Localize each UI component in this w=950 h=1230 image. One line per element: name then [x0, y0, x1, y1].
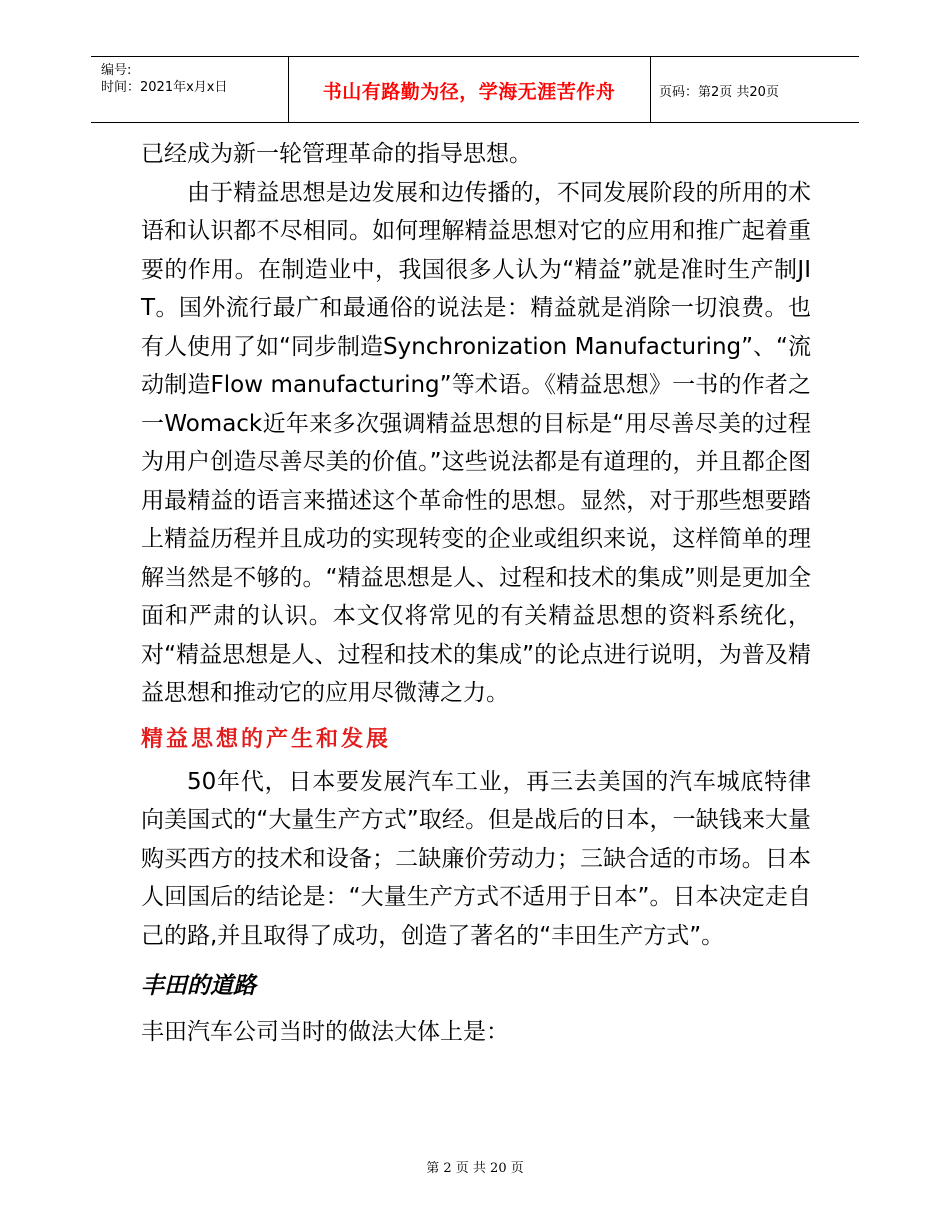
- header-table: [91, 56, 859, 123]
- header-divider-right: [650, 57, 651, 122]
- header-motto: 书山有路勤为径，学海无涯苦作舟: [322, 81, 616, 103]
- document-body: [141, 135, 811, 1052]
- document-number-label: 编号:: [101, 63, 132, 78]
- subsection-heading-toyota: 丰田的道路: [141, 973, 256, 999]
- header-meta: [101, 62, 227, 96]
- paragraph-japan-history: 50年代，日本要发展汽车工业，再三去美国的汽车城底特律向美国式的“大量生产方式”取经。但是战后的日本，一缺钱来大量购买西方的技术和设备；二缺廉价劳动力；三缺合适的市场。日本人回国后的结论是：“大量生产方式不适用于日本”。日本决定走自己的路,并且取得了成功，创造了著名的“丰田生产方式”。: [141, 768, 811, 949]
- paragraph-lean-terminology: 由于精益思想是边发展和边传播的，不同发展阶段的所用的术语和认识都不尽相同。如何理解精益思想对它的应用和推广起着重要的作用。在制造业中，我国很多人认为“精益”就是准时生产制JIT。国外流行最广和最通俗的说法是：精益就是消除一切浪费。也有人使用了如“同步制造Synchronization Manufacturing”、“流动制造Flow manufacturing”等术语。《精益思想》一书的作者之一Womack近年来多次强调精益思想的目标是“用尽善尽美的过程为用户创造尽善尽美的价值。”这些说法都是有道理的，并且都企图用最精益的语言来描述这个革命性的思想。显然，对于那些想要踏上精益历程并且成功的实现转变的企业或组织来说，这样简单的理解当然是不够的。“精益思想是人、过程和技术的集成”则是更加全面和严肃的认识。本文仅将常见的有关精益思想的资料系统化，对“精益思想是人、过程和技术的集成”的论点进行说明，为普及精益思想和推动它的应用尽微薄之力。: [141, 179, 811, 706]
- paragraph-continuation: 已经成为新一轮管理革命的指导思想。: [141, 141, 532, 167]
- header-page-info: 页码：第2页 共20页: [659, 85, 779, 100]
- paragraph-toyota-intro: 丰田汽车公司当时的做法大体上是：: [141, 1019, 509, 1045]
- page-footer: 第 2 页 共 20 页: [426, 1161, 524, 1176]
- document-time-label: 时间：2021年x月x日: [101, 80, 228, 95]
- section-heading-origin: 精益思想的产生和发展: [141, 726, 392, 752]
